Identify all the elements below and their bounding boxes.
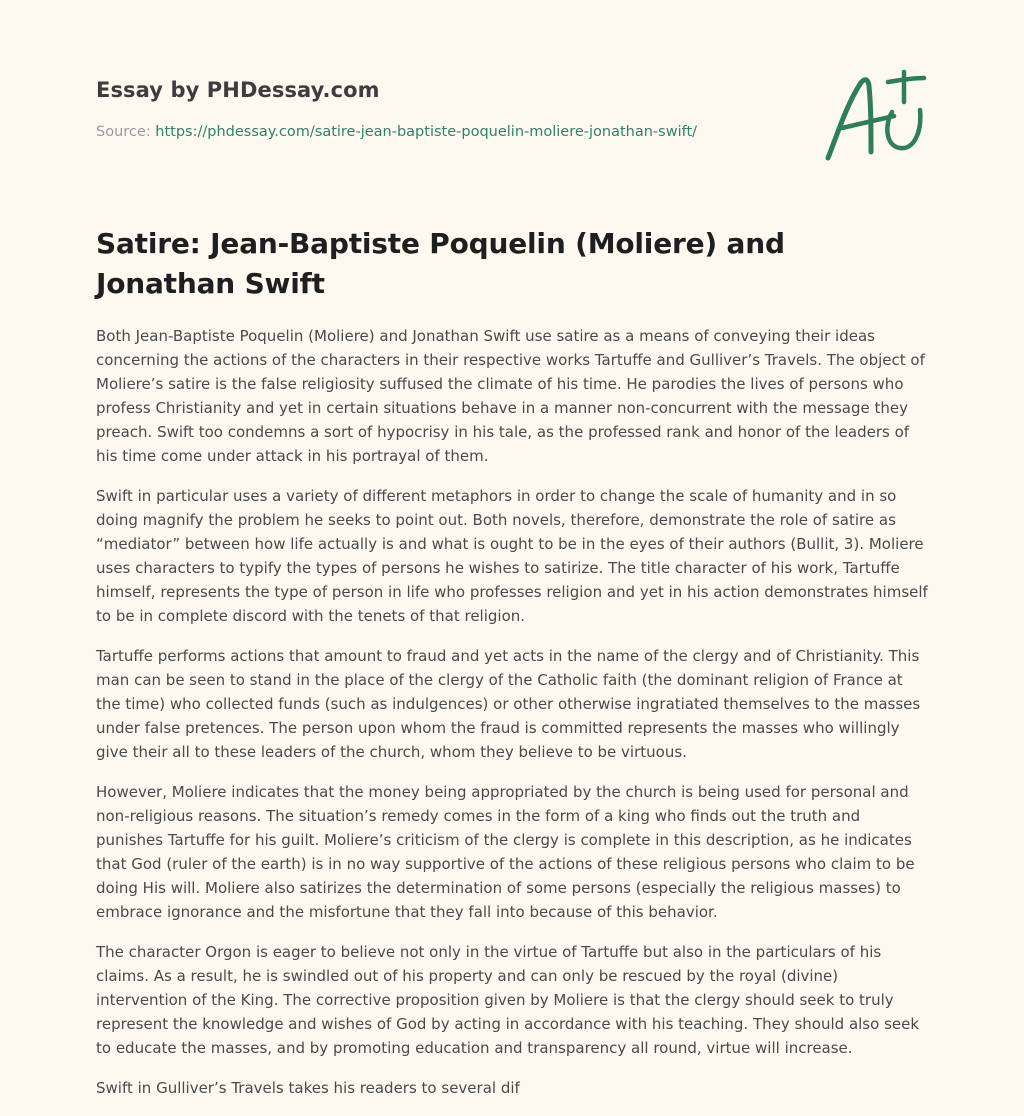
source-line [96, 122, 796, 142]
source-link[interactable]: https://phdessay.com/satire-jean-baptiste-poquelin-moliere-jonathan-swift/ [155, 124, 698, 140]
paragraph: Swift in Gulliver’s Travels takes his readers to several dif [96, 1079, 520, 1097]
paragraph: However, Moliere indicates that the money being appropriated by the church is being used for personal and non-religious reasons. The situation’s remedy comes in the form of a king who finds out the truth and punishes Tartuffe for his guilt. Moliere’s criticism of the clergy is complete in this description, as he indicates that God (ruler of the earth) is in no way supportive of the actions of these religious persons who claim to be doing His will. Moliere also satirizes the determination of some persons (especially the religious masses) to embrace ignorance and the misfortune that they fall into because of this behavior. [96, 783, 915, 921]
page-header [96, 76, 796, 142]
paragraph: The character Orgon is eager to believe not only in the virtue of Tartuffe but also in the particulars of his claims. As a result, he is swindled out of his property and can only be rescued by the royal (divine) intervention of the King. The corrective proposition given by Moliere is that the clergy should seek to truly represent the knowledge and wishes of God by acting in accordance with his teaching. They should also seek to educate the masses, and by promoting education and transparency all round, virtue will increase. [96, 943, 920, 1057]
paragraph: Both Jean-Baptiste Poquelin (Moliere) and Jonathan Swift use satire as a means of conveying their ideas concerning the actions of the characters in their respective works Tartuffe and Gulliver’s Travels. The object of Moliere’s satire is the false religiosity suffused the climate of his time. He parodies the lives of persons who profess Christianity and yet in certain situations behave in a manner non-concurrent with the message they preach. Swift too condemns a sort of hypocrisy in his tale, as the professed rank and honor of the leaders of his time come under attack in his portrayal of them. [96, 327, 925, 465]
source-label: Source: [96, 124, 156, 140]
article-body [96, 324, 930, 1116]
site-brand: Essay by PHDessay.com [96, 78, 380, 102]
paragraph: Swift in particular uses a variety of different metaphors in order to change the scale of humanity and in so doing magnify the problem he seeks to point out. Both novels, therefore, demonstrate the role of satire as “mediator” between how life actually is and what is ought to be in the eyes of their authors (Bullit, 3). Moliere uses characters to typify the types of persons he wishes to satirize. The title character of his work, Tartuffe himself, represents the type of person in life who professes religion and yet in his action demonstrates himself to be in complete discord with the tenets of that religion. [96, 487, 928, 625]
a-plus-grade-icon [820, 66, 928, 166]
article-title: Satire: Jean-Baptiste Poquelin (Moliere) and Jonathan Swift [96, 227, 785, 300]
paragraph: Tartuffe performs actions that amount to fraud and yet acts in the name of the clergy and of Christianity. This man can be seen to stand in the place of the clergy of the Catholic faith (the dominant religion of France at the time) who collected funds (such as indulgences) or other otherwise ingratiated themselves to the masses under false pretences. The person upon whom the fraud is committed represents the masses who willingly give their all to these leaders of the church, whom they believe to be virtuous. [96, 647, 921, 761]
